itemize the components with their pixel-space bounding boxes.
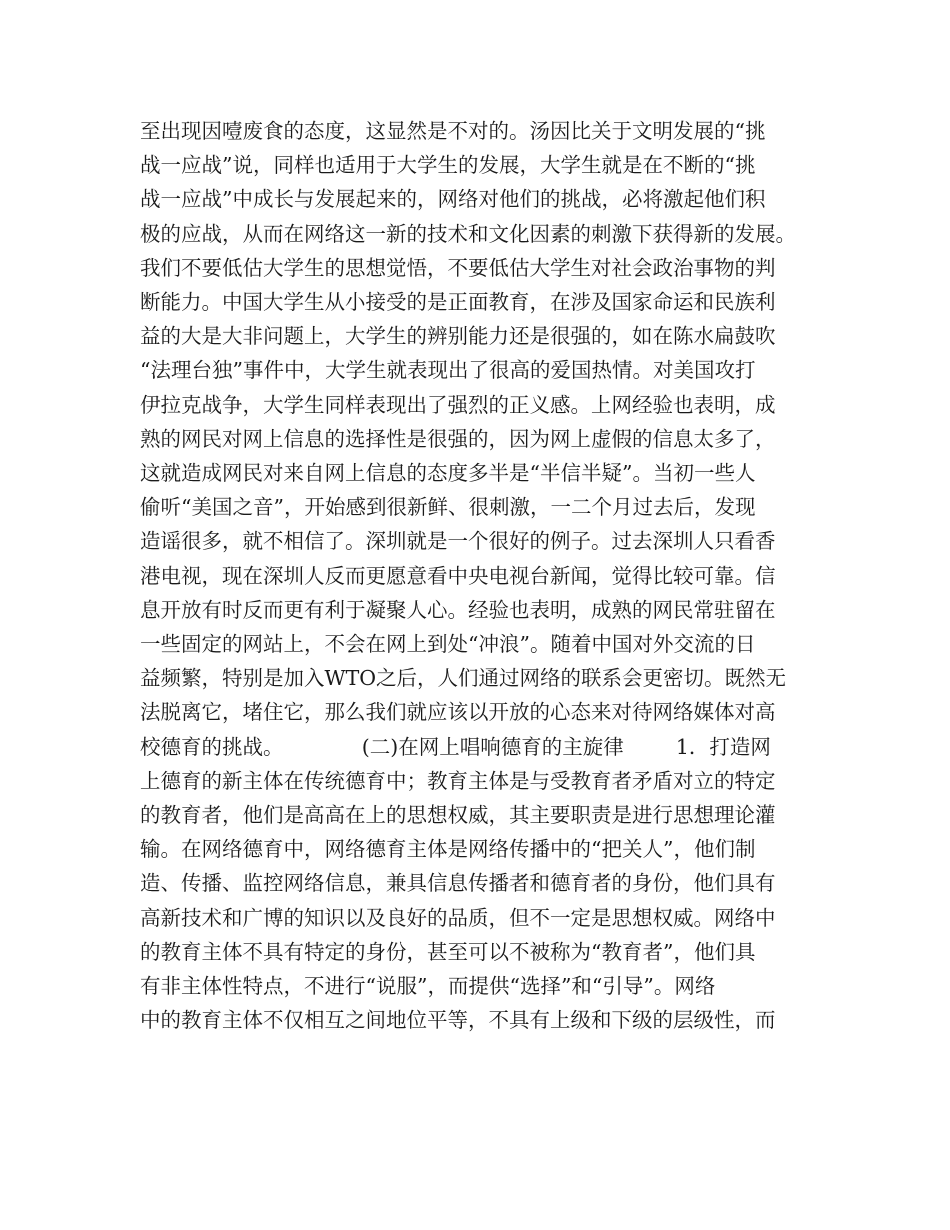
text-line: 的教育主体不具有特定的身份，甚至可以不被称为“教育者”，他们具 (140, 939, 756, 964)
text-line: 一些固定的网站上，不会在网上到处“冲浪”。随着中国对外交流的日 (140, 632, 756, 657)
text-line: 益频繁，特别是加入WTO之后，人们通过网络的联系会更密切。既然无 (140, 666, 787, 691)
text-line: 至出现因噎废食的态度，这显然是不对的。汤因比关于文明发展的“挑 (140, 119, 766, 143)
text-line: 断能力。中国大学生从小接受的是正面教育，在涉及国家命运和民族利 (140, 290, 776, 315)
text-line: “法理台独”事件中，大学生就表现出了很高的爱国热情。对美国攻打 (140, 358, 756, 383)
document-body (140, 114, 820, 1037)
text-line: 上德育的新主体在传统德育中；教育主体是与受教育者矛盾对立的特定 (140, 768, 776, 793)
text-line: 我们不要低估大学生的思想觉悟，不要低估大学生对社会政治事物的判 (140, 255, 776, 280)
text-line: 战一应战”中成长与发展起来的，网络对他们的挑战，必将激起他们积 (140, 187, 766, 212)
text-line: 益的大是大非问题上，大学生的辨别能力还是很强的，如在陈水扁鼓吹 (140, 324, 776, 349)
text-line: 造、传播、监控网络信息，兼具信息传播者和德育者的身份，他们具有 (140, 871, 776, 896)
text-line: 的教育者，他们是高高在上的思想权威，其主要职责是进行思想理论灌 (140, 803, 776, 828)
text-line: 中的教育主体不仅相互之间地位平等，不具有上级和下级的层级性，而 (140, 1008, 776, 1033)
text-line: 息开放有时反而更有利于凝聚人心。经验也表明，成熟的网民常驻留在 (140, 597, 776, 622)
text-line: 有非主体性特点，不进行“说服”，而提供“选择”和“引导”。网络 (140, 974, 716, 999)
text-line: 熟的网民对网上信息的选择性是很强的，因为网上虚假的信息太多了， (140, 426, 776, 451)
text-line: 极的应战，从而在网络这一新的技术和文化因素的刺激下获得新的发展。 (140, 221, 796, 246)
text-line: 伊拉克战争，大学生同样表现出了强烈的正义感。上网经验也表明，成 (140, 392, 776, 417)
text-line: 造谣很多，就不相信了。深圳就是一个很好的例子。过去深圳人只看香 (140, 529, 776, 554)
text-line: 战一应战”说，同样也适用于大学生的发展，大学生就是在不断的“挑 (140, 153, 756, 178)
text-line: 输。在网络德育中，网络德育主体是网络传播中的“把关人”，他们制 (140, 837, 756, 862)
text-line: 港电视，现在深圳人反而更愿意看中央电视台新闻，觉得比较可靠。信 (140, 563, 776, 588)
section-heading-line: 校德育的挑战。 (二)在网上唱响德育的主旋律 1．打造网 (140, 734, 771, 759)
text-line: 高新技术和广博的知识以及良好的品质，但不一定是思想权威。网络中 (140, 905, 776, 930)
text-line: 偷听“美国之音”，开始感到很新鲜、很刺激，一二个月过去后，发现 (140, 495, 756, 520)
text-line: 法脱离它，堵住它，那么我们就应该以开放的心态来对待网络媒体对高 (140, 700, 776, 725)
text-line: 这就造成网民对来自网上信息的态度多半是“半信半疑”。当初一些人 (140, 461, 756, 486)
